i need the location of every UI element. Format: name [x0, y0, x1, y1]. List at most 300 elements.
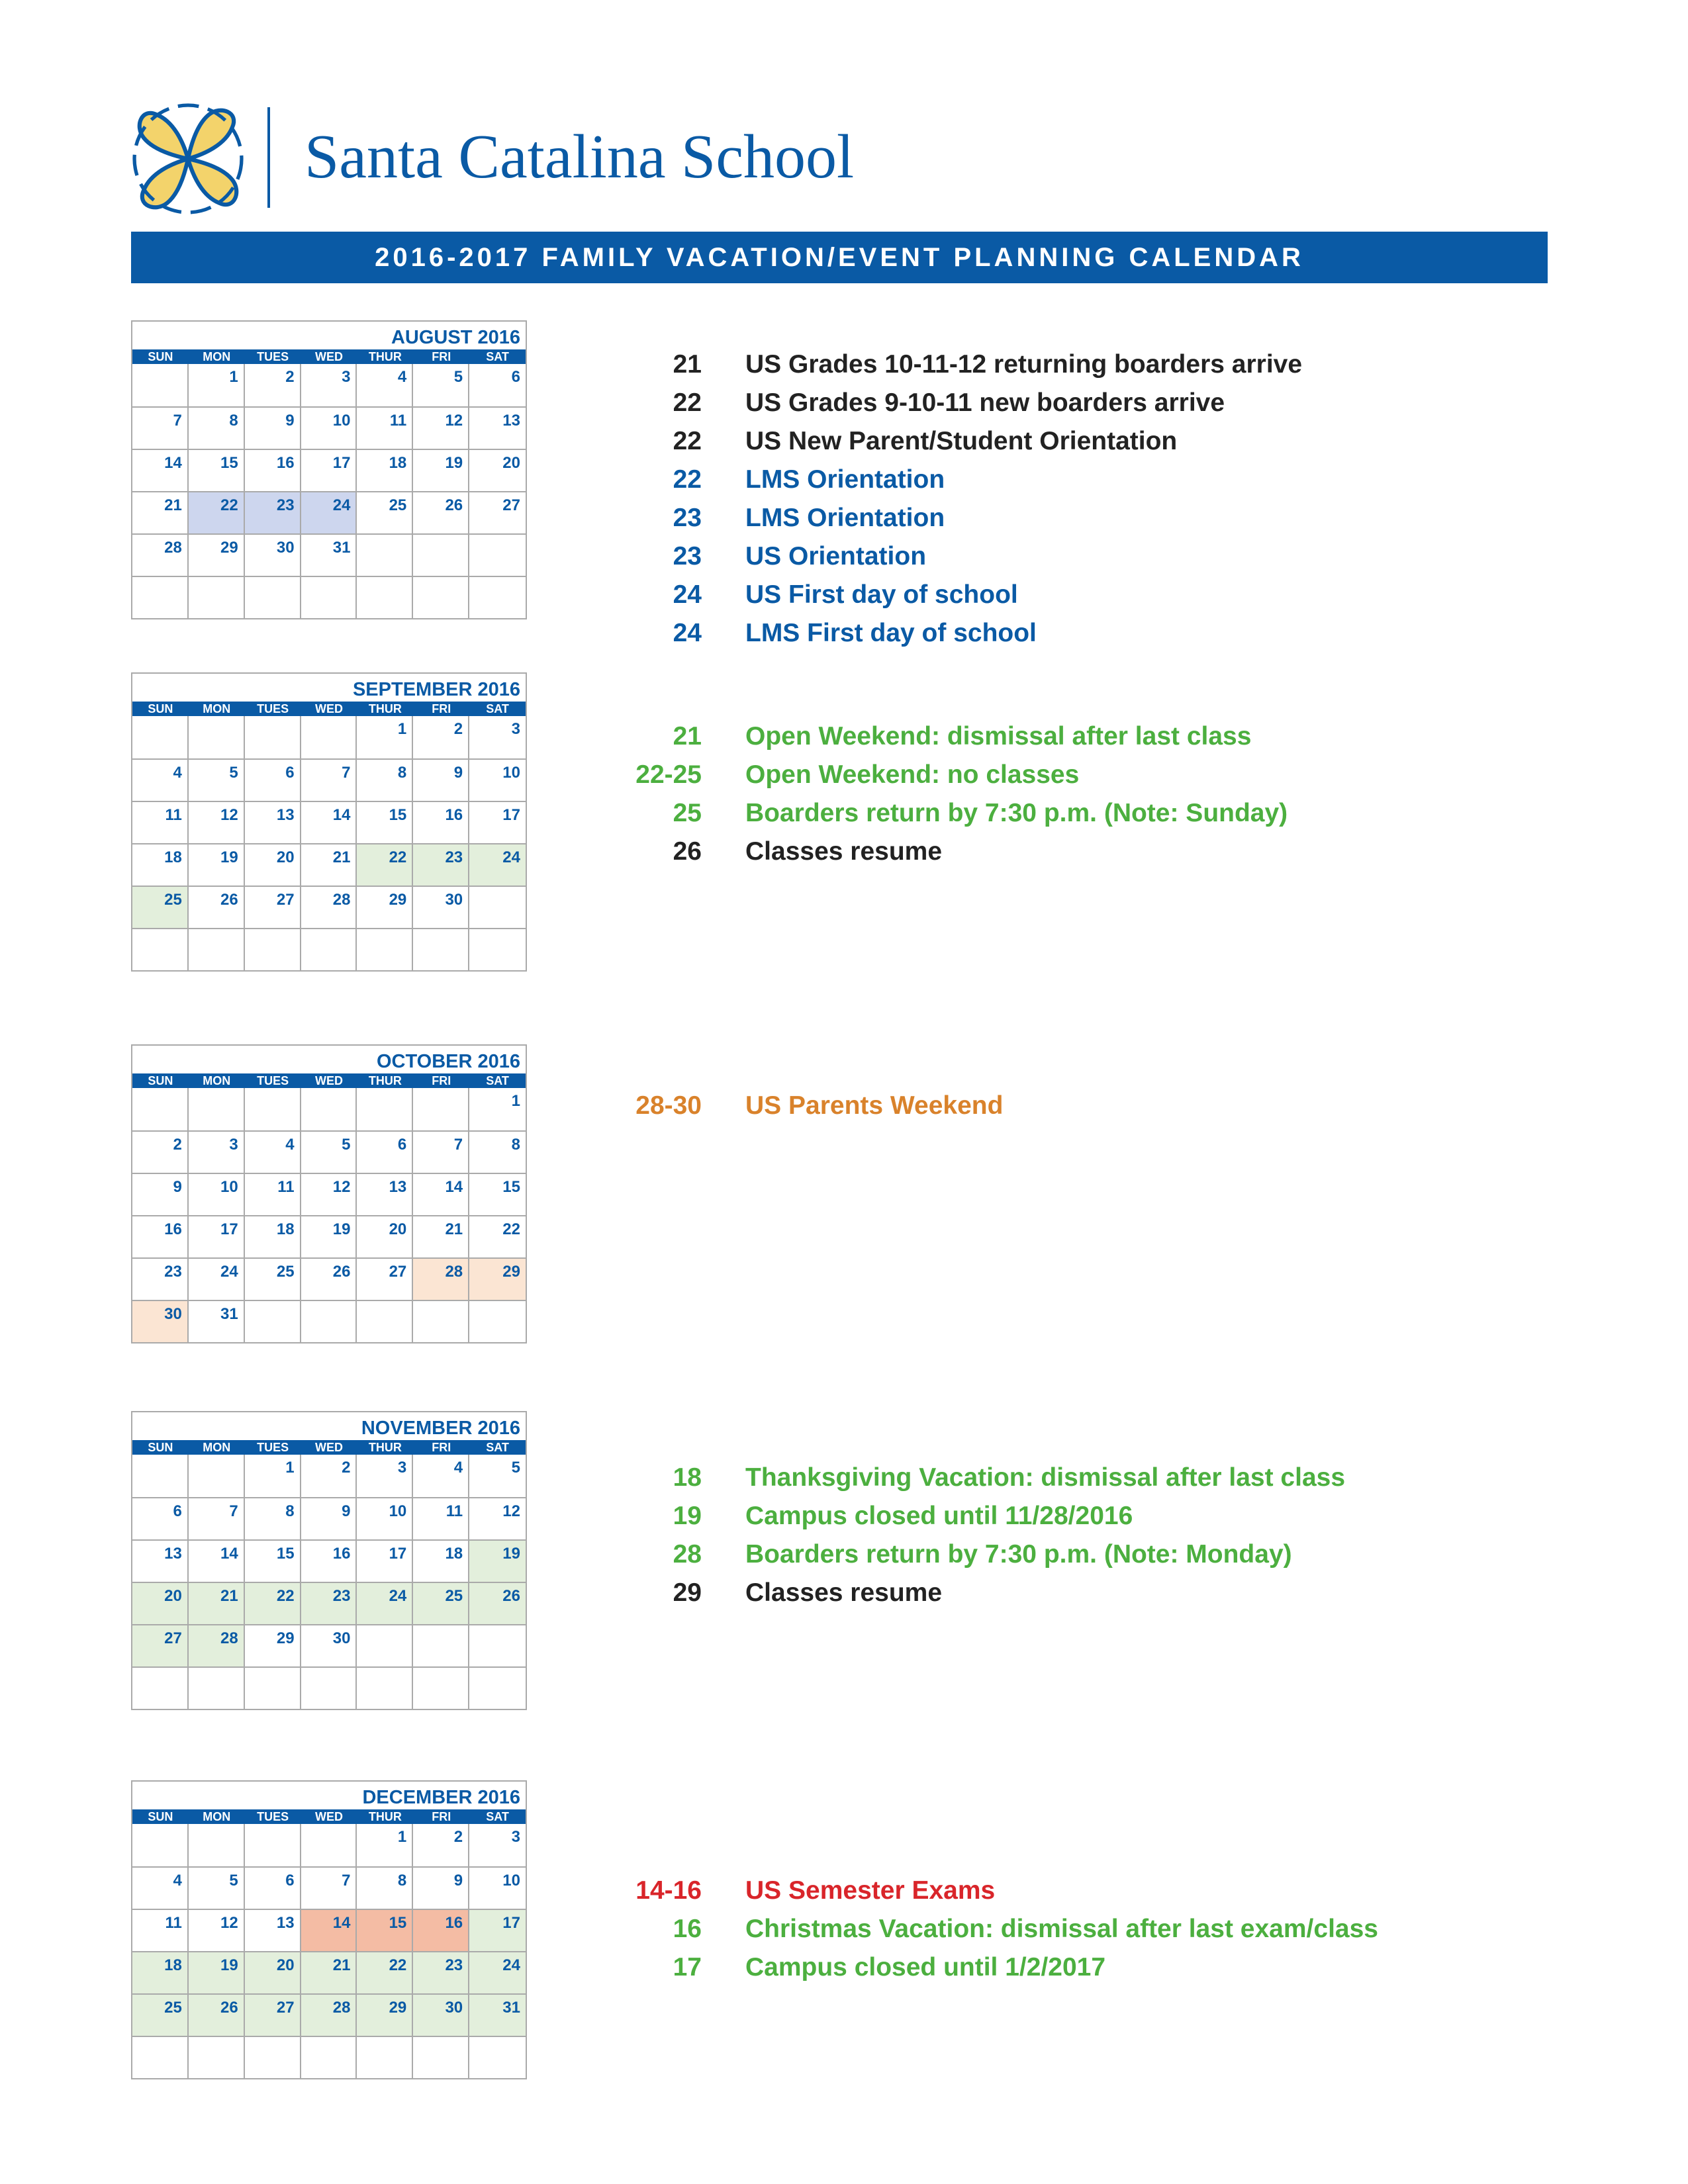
- event-text: Campus closed until 1/2/2017: [745, 1953, 1106, 1981]
- day-cell: 1: [357, 716, 413, 758]
- day-cell: 8: [357, 1866, 413, 1909]
- day-cell: 27: [469, 491, 526, 533]
- empty-day-cell: [132, 1088, 189, 1130]
- weekday-label: SAT: [486, 1441, 509, 1454]
- empty-day-cell: [413, 928, 469, 970]
- weekday-header: [132, 349, 526, 364]
- day-cell: 22: [469, 1215, 526, 1257]
- day-cell: 13: [245, 801, 301, 843]
- event-date: 22-25: [635, 760, 702, 789]
- empty-day-cell: [413, 1666, 469, 1709]
- day-cell: 15: [357, 801, 413, 843]
- month-calendar: [131, 1044, 527, 1343]
- day-cell: 16: [301, 1539, 357, 1582]
- event-date: 23: [673, 504, 702, 532]
- weekday-label: TUES: [257, 350, 289, 363]
- day-cell: 8: [357, 758, 413, 801]
- event-date: 22: [673, 465, 702, 494]
- event-date: 25: [673, 799, 702, 827]
- day-cell: 10: [357, 1497, 413, 1539]
- day-cell: 2: [245, 364, 301, 406]
- day-cell: 18: [132, 843, 189, 886]
- day-cell: 5: [413, 364, 469, 406]
- day-cell: 15: [189, 449, 245, 491]
- day-cell: 24: [469, 1951, 526, 1993]
- event-text: Open Weekend: no classes: [745, 760, 1080, 789]
- event-text: US Grades 10-11-12 returning boarders arrive: [745, 350, 1303, 379]
- day-cell: 4: [245, 1130, 301, 1173]
- day-cell: 14: [301, 801, 357, 843]
- empty-day-cell: [189, 716, 245, 758]
- day-cell: 17: [301, 449, 357, 491]
- day-cell: 2: [413, 716, 469, 758]
- day-cell: 30: [413, 1993, 469, 2036]
- weekday-label: FRI: [432, 1074, 451, 1087]
- event-date: 16: [673, 1915, 702, 1943]
- event-date: 29: [673, 1578, 702, 1607]
- empty-day-cell: [245, 2036, 301, 2078]
- day-cell: 26: [469, 1582, 526, 1624]
- day-cell: 11: [245, 1173, 301, 1215]
- day-grid: [132, 1824, 526, 2078]
- day-cell: 3: [189, 1130, 245, 1173]
- day-grid: [132, 716, 526, 970]
- day-cell: 20: [245, 843, 301, 886]
- day-cell: 17: [469, 1909, 526, 1951]
- weekday-label: SUN: [148, 702, 173, 715]
- day-cell: 15: [357, 1909, 413, 1951]
- empty-day-cell: [301, 1088, 357, 1130]
- month-title: SEPTEMBER 2016: [352, 679, 520, 700]
- event-date: 14-16: [635, 1876, 702, 1905]
- day-cell: 26: [189, 1993, 245, 2036]
- event-row: [556, 833, 1549, 871]
- day-grid: [132, 1455, 526, 1709]
- weekday-label: SUN: [148, 1441, 173, 1454]
- day-cell: 19: [189, 843, 245, 886]
- day-cell: 18: [413, 1539, 469, 1582]
- event-row: [556, 794, 1549, 833]
- weekday-label: THUR: [368, 1074, 402, 1087]
- event-row: [556, 756, 1549, 794]
- empty-day-cell: [245, 1088, 301, 1130]
- day-cell: 14: [301, 1909, 357, 1951]
- month-calendar: [131, 320, 527, 619]
- day-cell: 25: [132, 1993, 189, 2036]
- day-cell: 5: [511, 1459, 520, 1477]
- day-cell: 30: [245, 533, 301, 576]
- month-title: AUGUST 2016: [391, 327, 520, 348]
- day-cell: 24: [301, 491, 357, 533]
- day-cell: 7: [189, 1497, 245, 1539]
- day-cell: 9: [413, 758, 469, 801]
- day-cell: 27: [132, 1624, 189, 1666]
- day-cell: 12: [413, 406, 469, 449]
- day-cell: 13: [357, 1173, 413, 1215]
- event-row: [556, 1574, 1549, 1612]
- empty-day-cell: [132, 1666, 189, 1709]
- day-cell: 23: [245, 491, 301, 533]
- event-row: [556, 1872, 1549, 1910]
- event-list: [556, 717, 1549, 871]
- day-cell: 20: [245, 1951, 301, 1993]
- day-cell: 30: [413, 886, 469, 928]
- empty-day-cell: [357, 1088, 413, 1130]
- event-date: 21: [673, 350, 702, 379]
- day-cell: 14: [413, 1173, 469, 1215]
- event-date: 24: [673, 619, 702, 647]
- event-date: 28-30: [635, 1091, 702, 1120]
- weekday-label: MON: [203, 350, 231, 363]
- empty-day-cell: [301, 928, 357, 970]
- day-cell: 26: [301, 1257, 357, 1300]
- event-date: 19: [673, 1502, 702, 1530]
- weekday-label: MON: [203, 1074, 231, 1087]
- event-row: [556, 1497, 1549, 1535]
- event-list: [556, 1087, 1549, 1125]
- weekday-label: TUES: [257, 1810, 289, 1823]
- calendar-banner: 2016-2017 FAMILY VACATION/EVENT PLANNING CALENDAR: [131, 232, 1548, 283]
- day-cell: 11: [413, 1497, 469, 1539]
- event-text: LMS Orientation: [745, 504, 945, 532]
- day-cell: 7: [413, 1130, 469, 1173]
- empty-day-cell: [469, 576, 526, 618]
- event-row: [556, 576, 1549, 614]
- month-title: DECEMBER 2016: [362, 1787, 520, 1808]
- day-cell: 30: [132, 1300, 189, 1342]
- day-cell: 21: [413, 1215, 469, 1257]
- weekday-header: [132, 1073, 526, 1088]
- weekday-label: THUR: [368, 702, 402, 715]
- day-cell: 31: [301, 533, 357, 576]
- empty-day-cell: [413, 1624, 469, 1666]
- empty-day-cell: [189, 1824, 245, 1866]
- day-cell: 13: [469, 406, 526, 449]
- weekday-label: SAT: [486, 350, 509, 363]
- day-cell: 29: [245, 1624, 301, 1666]
- empty-day-cell: [301, 1300, 357, 1342]
- event-text: US First day of school: [745, 580, 1018, 609]
- empty-day-cell: [413, 533, 469, 576]
- day-cell: 29: [357, 886, 413, 928]
- empty-day-cell: [469, 533, 526, 576]
- empty-day-cell: [469, 1300, 526, 1342]
- day-cell: 1: [511, 1092, 520, 1110]
- weekday-label: SUN: [148, 1074, 173, 1087]
- day-cell: 4: [132, 758, 189, 801]
- day-cell: 25: [413, 1582, 469, 1624]
- empty-day-cell: [301, 1666, 357, 1709]
- day-cell: 20: [357, 1215, 413, 1257]
- day-cell: 29: [189, 533, 245, 576]
- day-cell: 16: [245, 449, 301, 491]
- day-grid: [132, 364, 526, 618]
- empty-day-cell: [413, 1088, 469, 1130]
- day-cell: 9: [245, 406, 301, 449]
- event-text: Boarders return by 7:30 p.m. (Note: Monday): [745, 1540, 1292, 1569]
- weekday-label: WED: [315, 350, 343, 363]
- day-cell: 8: [245, 1497, 301, 1539]
- day-cell: 14: [189, 1539, 245, 1582]
- day-cell: 14: [132, 449, 189, 491]
- weekday-label: SAT: [486, 1810, 509, 1823]
- month-title: NOVEMBER 2016: [361, 1418, 520, 1439]
- day-cell: 19: [469, 1539, 526, 1582]
- day-cell: 24: [357, 1582, 413, 1624]
- event-date: 17: [673, 1953, 702, 1981]
- empty-day-cell: [132, 928, 189, 970]
- empty-day-cell: [357, 1624, 413, 1666]
- empty-day-cell: [189, 1666, 245, 1709]
- day-cell: 28: [189, 1624, 245, 1666]
- event-date: 18: [673, 1463, 702, 1492]
- event-list: [556, 1872, 1549, 1987]
- event-list: [556, 1459, 1549, 1612]
- day-cell: 15: [469, 1173, 526, 1215]
- day-cell: 22: [245, 1582, 301, 1624]
- day-cell: 27: [245, 886, 301, 928]
- event-row: [556, 499, 1549, 537]
- event-text: US Orientation: [745, 542, 927, 570]
- event-date: 24: [673, 580, 702, 609]
- month-title: OCTOBER 2016: [376, 1051, 520, 1072]
- event-date: 23: [673, 542, 702, 570]
- weekday-label: THUR: [368, 350, 402, 363]
- day-cell: 29: [469, 1257, 526, 1300]
- day-cell: 1: [245, 1455, 301, 1497]
- event-date: 22: [673, 388, 702, 417]
- month-calendar: [131, 672, 527, 972]
- day-cell: 4: [413, 1455, 469, 1497]
- event-row: [556, 384, 1549, 422]
- day-cell: 21: [301, 1951, 357, 1993]
- weekday-label: SAT: [486, 702, 509, 715]
- event-text: Christmas Vacation: dismissal after last exam/class: [745, 1915, 1378, 1943]
- day-cell: 6: [245, 1866, 301, 1909]
- empty-day-cell: [132, 364, 189, 406]
- day-cell: 6: [132, 1497, 189, 1539]
- weekday-label: FRI: [432, 1441, 451, 1454]
- weekday-label: WED: [315, 702, 343, 715]
- weekday-label: MON: [203, 702, 231, 715]
- empty-day-cell: [357, 928, 413, 970]
- day-cell: 9: [132, 1173, 189, 1215]
- day-cell: 10: [301, 406, 357, 449]
- empty-day-cell: [132, 2036, 189, 2078]
- day-cell: 12: [301, 1173, 357, 1215]
- day-cell: 9: [301, 1497, 357, 1539]
- day-cell: 18: [132, 1951, 189, 1993]
- day-cell: 11: [357, 406, 413, 449]
- day-cell: 7: [132, 406, 189, 449]
- weekday-header: [132, 702, 526, 716]
- day-cell: 12: [189, 801, 245, 843]
- empty-day-cell: [413, 2036, 469, 2078]
- weekday-label: FRI: [432, 702, 451, 715]
- event-row: [556, 1087, 1549, 1125]
- empty-day-cell: [357, 2036, 413, 2078]
- day-cell: 24: [469, 843, 526, 886]
- weekday-label: WED: [315, 1074, 343, 1087]
- empty-day-cell: [301, 1824, 357, 1866]
- day-cell: 17: [469, 801, 526, 843]
- weekday-header: [132, 1440, 526, 1455]
- weekday-label: THUR: [368, 1441, 402, 1454]
- day-cell: 19: [301, 1215, 357, 1257]
- day-cell: 31: [189, 1300, 245, 1342]
- day-cell: 5: [189, 758, 245, 801]
- empty-day-cell: [469, 2036, 526, 2078]
- empty-day-cell: [301, 716, 357, 758]
- day-cell: 10: [189, 1173, 245, 1215]
- day-cell: 22: [357, 843, 413, 886]
- day-cell: 21: [132, 491, 189, 533]
- empty-day-cell: [357, 533, 413, 576]
- day-cell: 27: [245, 1993, 301, 2036]
- day-cell: 20: [469, 449, 526, 491]
- day-cell: 6: [511, 368, 520, 386]
- empty-day-cell: [132, 1455, 189, 1497]
- day-cell: 3: [511, 720, 520, 738]
- day-cell: 3: [511, 1828, 520, 1846]
- weekday-label: TUES: [257, 1441, 289, 1454]
- weekday-label: SAT: [486, 1074, 509, 1087]
- day-cell: 29: [357, 1993, 413, 2036]
- empty-day-cell: [245, 576, 301, 618]
- day-cell: 6: [357, 1130, 413, 1173]
- day-cell: 19: [413, 449, 469, 491]
- event-row: [556, 614, 1549, 653]
- day-cell: 13: [132, 1539, 189, 1582]
- logo-divider: [267, 107, 270, 208]
- school-name: Santa Catalina School: [305, 122, 855, 191]
- empty-day-cell: [132, 1824, 189, 1866]
- day-cell: 12: [469, 1497, 526, 1539]
- day-cell: 22: [357, 1951, 413, 1993]
- day-cell: 2: [413, 1824, 469, 1866]
- day-cell: 15: [245, 1539, 301, 1582]
- event-text: US Semester Exams: [745, 1876, 996, 1905]
- day-cell: 17: [357, 1539, 413, 1582]
- day-cell: 17: [189, 1215, 245, 1257]
- event-text: Classes resume: [745, 837, 943, 866]
- day-cell: 13: [245, 1909, 301, 1951]
- empty-day-cell: [469, 886, 526, 928]
- empty-day-cell: [469, 1624, 526, 1666]
- day-cell: 16: [413, 1909, 469, 1951]
- day-cell: 23: [413, 843, 469, 886]
- month-calendar: [131, 1780, 527, 2079]
- day-cell: 23: [132, 1257, 189, 1300]
- empty-day-cell: [245, 1300, 301, 1342]
- event-text: US Parents Weekend: [745, 1091, 1004, 1120]
- event-row: [556, 1948, 1549, 1987]
- empty-day-cell: [413, 576, 469, 618]
- day-cell: 21: [189, 1582, 245, 1624]
- event-date: 22: [673, 427, 702, 455]
- event-text: US Grades 9-10-11 new boarders arrive: [745, 388, 1225, 417]
- day-cell: 1: [189, 364, 245, 406]
- event-text: Thanksgiving Vacation: dismissal after last class: [745, 1463, 1346, 1492]
- empty-day-cell: [413, 1300, 469, 1342]
- event-row: [556, 422, 1549, 461]
- empty-day-cell: [469, 928, 526, 970]
- day-cell: 4: [357, 364, 413, 406]
- event-row: [556, 717, 1549, 756]
- day-cell: 20: [132, 1582, 189, 1624]
- event-row: [556, 345, 1549, 384]
- day-cell: 8: [469, 1130, 526, 1173]
- weekday-label: SUN: [148, 350, 173, 363]
- day-cell: 25: [132, 886, 189, 928]
- event-date: 21: [673, 722, 702, 751]
- day-cell: 11: [132, 801, 189, 843]
- day-cell: 31: [469, 1993, 526, 2036]
- day-cell: 25: [357, 491, 413, 533]
- day-cell: 7: [301, 758, 357, 801]
- weekday-header: [132, 1809, 526, 1824]
- day-cell: 3: [357, 1455, 413, 1497]
- day-cell: 2: [301, 1455, 357, 1497]
- empty-day-cell: [189, 1455, 245, 1497]
- day-cell: 9: [413, 1866, 469, 1909]
- empty-day-cell: [132, 716, 189, 758]
- event-text: US New Parent/Student Orientation: [745, 427, 1178, 455]
- event-row: [556, 1910, 1549, 1948]
- day-cell: 26: [413, 491, 469, 533]
- day-cell: 16: [413, 801, 469, 843]
- day-cell: 23: [301, 1582, 357, 1624]
- day-cell: 18: [357, 449, 413, 491]
- weekday-label: FRI: [432, 1810, 451, 1823]
- event-row: [556, 461, 1549, 499]
- empty-day-cell: [357, 1666, 413, 1709]
- day-cell: 19: [189, 1951, 245, 1993]
- event-text: Boarders return by 7:30 p.m. (Note: Sunday): [745, 799, 1288, 827]
- event-row: [556, 1535, 1549, 1574]
- day-cell: 22: [189, 491, 245, 533]
- empty-day-cell: [189, 928, 245, 970]
- day-cell: 21: [301, 843, 357, 886]
- day-cell: 3: [301, 364, 357, 406]
- weekday-label: TUES: [257, 702, 289, 715]
- day-cell: 7: [301, 1866, 357, 1909]
- event-text: LMS Orientation: [745, 465, 945, 494]
- day-cell: 1: [357, 1824, 413, 1866]
- day-cell: 10: [469, 758, 526, 801]
- event-row: [556, 1459, 1549, 1497]
- weekday-label: FRI: [432, 350, 451, 363]
- empty-day-cell: [301, 576, 357, 618]
- day-cell: 16: [132, 1215, 189, 1257]
- day-cell: 27: [357, 1257, 413, 1300]
- empty-day-cell: [301, 2036, 357, 2078]
- empty-day-cell: [245, 928, 301, 970]
- weekday-label: THUR: [368, 1810, 402, 1823]
- event-row: [556, 537, 1549, 576]
- month-calendar: [131, 1411, 527, 1710]
- day-cell: 4: [132, 1866, 189, 1909]
- event-text: LMS First day of school: [745, 619, 1037, 647]
- day-cell: 28: [301, 886, 357, 928]
- day-cell: 28: [132, 533, 189, 576]
- empty-day-cell: [469, 1666, 526, 1709]
- day-cell: 25: [245, 1257, 301, 1300]
- day-cell: 28: [301, 1993, 357, 2036]
- weekday-label: WED: [315, 1810, 343, 1823]
- event-date: 26: [673, 837, 702, 866]
- event-text: Campus closed until 11/28/2016: [745, 1502, 1133, 1530]
